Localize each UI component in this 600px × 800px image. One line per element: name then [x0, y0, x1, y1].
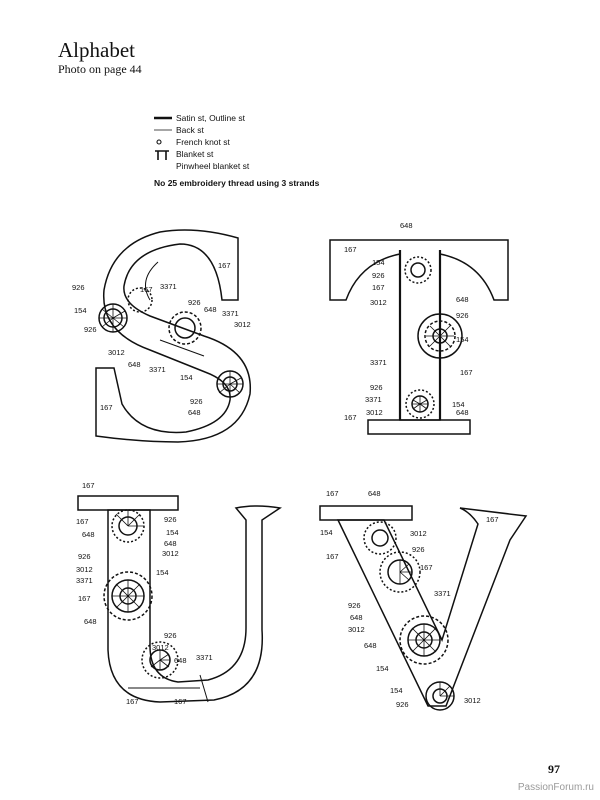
label: 926	[370, 383, 383, 392]
label: 167	[326, 489, 339, 498]
label: 926	[396, 700, 409, 709]
label: 648	[82, 530, 95, 539]
label: 3012	[366, 408, 383, 417]
letter-s-inner-line	[146, 262, 205, 356]
pinwheel-motif	[405, 257, 462, 418]
label: 648	[164, 539, 177, 548]
label: 926	[190, 397, 203, 406]
letter-v-top-bar	[320, 506, 412, 520]
label: 926	[412, 545, 425, 554]
label: 154	[166, 528, 179, 537]
label: 648	[400, 221, 413, 230]
label: 3012	[410, 529, 427, 538]
label: 167	[420, 563, 433, 572]
label: 3371	[222, 309, 239, 318]
page-subtitle: Photo on page 44	[58, 62, 142, 76]
label: 154	[390, 686, 403, 695]
label: 926	[84, 325, 97, 334]
label: 926	[348, 601, 361, 610]
label: 648	[456, 408, 469, 417]
letter-t-base	[368, 420, 470, 434]
label: 154	[180, 373, 193, 382]
label: 154	[372, 258, 385, 267]
label: 648	[174, 656, 187, 665]
label: 167	[344, 245, 357, 254]
label: 3012	[348, 625, 365, 634]
letter-s-labels	[72, 261, 251, 417]
label: 648	[364, 641, 377, 650]
label: 648	[188, 408, 201, 417]
label: 167	[140, 285, 153, 294]
label: 926	[188, 298, 201, 307]
letter-u-top-bar	[78, 496, 178, 510]
label: 648	[350, 613, 363, 622]
letter-t	[330, 240, 508, 434]
label: 3371	[160, 282, 177, 291]
letter-t-stripes	[400, 250, 440, 420]
label: 154	[74, 306, 87, 315]
label: 926	[456, 311, 469, 320]
label: 167	[76, 517, 89, 526]
label: 3371	[196, 653, 213, 662]
letter-u-outline	[108, 506, 280, 702]
label: 154	[156, 568, 169, 577]
label: 926	[72, 283, 85, 292]
label: 648	[456, 295, 469, 304]
label: 154	[452, 400, 465, 409]
letter-u	[78, 496, 280, 702]
legend-label: Satin st, Outline st	[176, 113, 245, 123]
watermark: PassionForum.ru	[517, 782, 594, 793]
label: 167	[218, 261, 231, 270]
label: 154	[456, 335, 469, 344]
label: 167	[344, 413, 357, 422]
label: 926	[164, 515, 177, 524]
label: 3371	[434, 589, 451, 598]
legend-label: Pinwheel blanket st	[176, 161, 250, 171]
label: 3012	[108, 348, 125, 357]
label: 167	[372, 283, 385, 292]
label: 648	[128, 360, 141, 369]
letter-v-labels	[320, 489, 499, 709]
label: 3012	[162, 549, 179, 558]
label: 167	[78, 594, 91, 603]
label: 648	[368, 489, 381, 498]
legend-label: French knot st	[176, 137, 230, 147]
thread-note: No 25 embroidery thread using 3 strands	[154, 178, 320, 188]
label: 926	[164, 631, 177, 640]
label: 3371	[365, 395, 382, 404]
label: 3371	[370, 358, 387, 367]
label: 3012	[370, 298, 387, 307]
label: 926	[78, 552, 91, 561]
label: 3012	[76, 565, 93, 574]
label: 167	[100, 403, 113, 412]
label: 167	[326, 552, 339, 561]
label: 3012	[234, 320, 251, 329]
letter-v-outline	[338, 508, 526, 706]
page-number: 97	[548, 762, 560, 776]
label: 167	[460, 368, 473, 377]
legend-label: Blanket st	[176, 149, 214, 159]
label: 926	[372, 271, 385, 280]
page-title: Alphabet	[58, 38, 135, 62]
letter-t-labels	[344, 221, 473, 422]
label: 167	[126, 697, 139, 706]
label: 154	[320, 528, 333, 537]
label: 154	[376, 664, 389, 673]
label: 3012	[464, 696, 481, 705]
label: 3371	[76, 576, 93, 585]
label: 167	[174, 697, 187, 706]
label: 3371	[149, 365, 166, 374]
label: 167	[486, 515, 499, 524]
label: 648	[204, 305, 217, 314]
legend-label: Back st	[176, 125, 204, 135]
label: 648	[84, 617, 97, 626]
pinwheel-motif	[364, 522, 454, 710]
label: 167	[82, 481, 95, 490]
label: 3012	[152, 643, 169, 652]
